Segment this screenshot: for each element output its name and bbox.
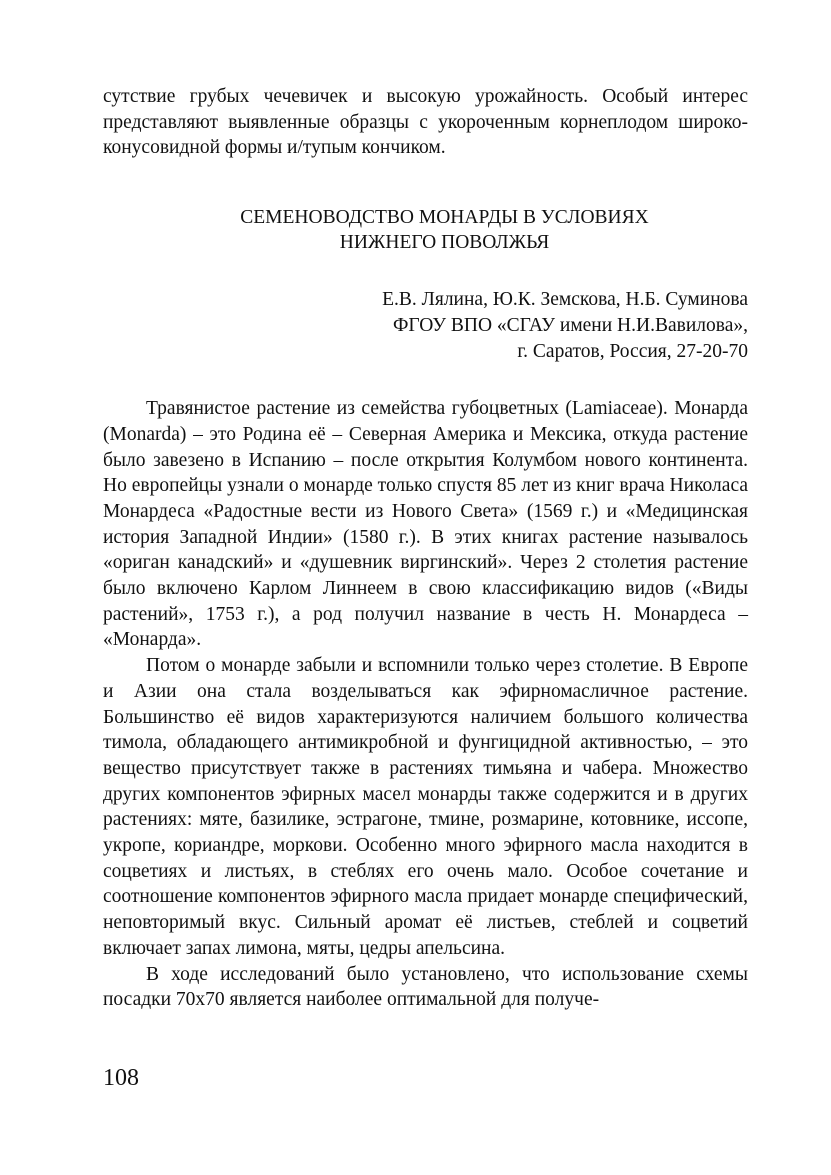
page-body <box>103 84 748 1013</box>
intro-paragraph: сутствие грубых чечевичек и высокую урожайность. Особый интерес представляют выявленные образцы с укороченным корнеплодом широко-конусовидной формы и/тупым кончиком. <box>103 86 748 159</box>
author-affiliation: ФГОУ ВПО «СГАУ имени Н.И.Вавилова», <box>393 315 748 337</box>
article-title <box>103 205 748 255</box>
page-number: 108 <box>103 1065 139 1091</box>
author-names: Е.В. Лялина, Ю.К. Земскова, Н.Б. Суминова <box>382 289 748 311</box>
body-paragraph-3: В ходе исследований было установлено, что использование схемы посадки 70х70 является наиболее оптимальной для получе- <box>103 963 748 1011</box>
body-paragraph-2: Потом о монарде забыли и вспомнили только через столетие. В Европе и Азии она стала возделываться как эфирномасличное растение. Большинство её видов характеризуются наличием большого количества тимола, обладающего антимикробной и фунгицидной активностью, – это вещество присутствует также в растениях тимьяна и чабера. Множество других компонентов эфирных масел монарды также содержится и в других растениях: мяте, базилике, эстрагоне, тмине, розмарине, котовнике, иссопе, укропе, кориандре, моркови. Особенно много эфирного масла находится в соцветиях и листьях, в стеблях его очень мало. Особое сочетание и соотношение компонентов эфирного масла придает монарде специфический, неповторимый вкус. Сильный аромат её листьев, стеблей и соцветий включает запах лимона, мяты, цедры апельсина. <box>103 655 748 959</box>
article-title-line2: НИЖНЕГО ПОВОЛЖЬЯ <box>339 232 550 254</box>
author-location: г. Саратов, Россия, 27-20-70 <box>517 341 748 363</box>
author-block <box>103 287 748 365</box>
article-title-line1: СЕМЕНОВОДСТВО МОНАРДЫ В УСЛОВИЯХ <box>240 207 649 229</box>
body-paragraph-1: Травянистое растение из семейства губоцветных (Lamiaceae). Монарда (Monarda) – это Родина её – Северная Америка и Мексика, откуда растение было завезено в Испанию – после открытия Колумбом нового континента. Но европейцы узнали о монарде только спустя 85 лет из книг врача Николаса Монардеса «Радостные вести из Нового Света» (1569 г.) и «Медицинская история Западной Индии» (1580 г.). В этих книгах растение называлось «ориган канадский» и «душевник виргинский». Через 2 столетия растение было включено Карлом Линнеем в свою классификацию видов («Виды растений», 1753 г.), а род получил название в честь Н. Монардеса – «Монарда». <box>103 398 748 651</box>
